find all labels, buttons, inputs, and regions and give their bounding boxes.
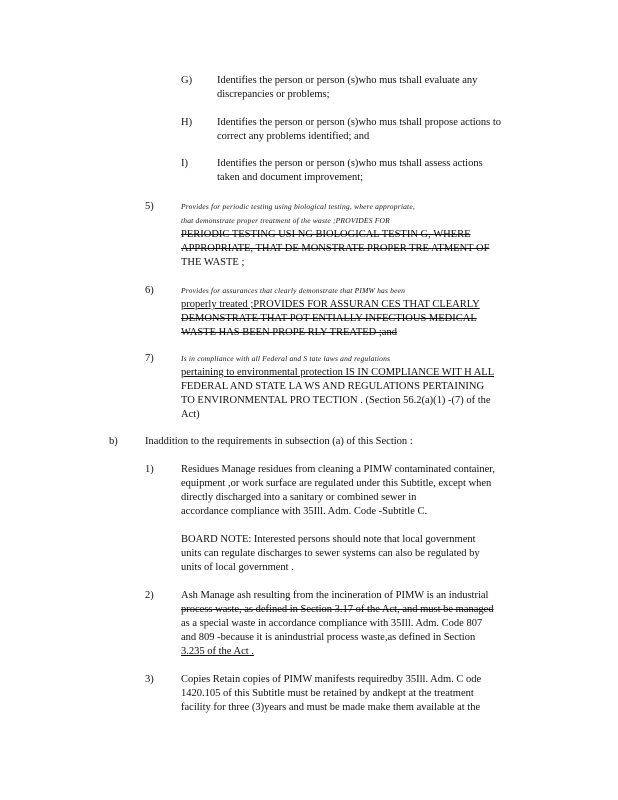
item-label-h: H) — [181, 117, 193, 128]
item-h-text — [217, 116, 537, 144]
item-b2-text — [181, 589, 537, 659]
item-7-line-3: FEDERAL AND STATE LA WS AND REGULATIONS PERTAINING — [181, 381, 485, 392]
item-5-line-3: PERIODIC TESTING USI NG BIOLOGICAL TESTIN G, WHERE — [181, 229, 471, 240]
item-label-b3: 3) — [145, 674, 154, 685]
board-note-line-3: units of local government . — [181, 562, 294, 573]
item-6-line-3: DEMONSTRATE THAT POT ENTIALLY INFECTIOUS MEDICAL — [181, 313, 477, 324]
item-5-line-2: that demonstrate proper treatment of the waste ;PROVIDES FOR — [181, 216, 390, 225]
item-g-line-1: Identifies the person or person (s)who mus tshall evaluate any — [217, 75, 478, 86]
item-label-i: I) — [181, 158, 188, 169]
item-7-text — [181, 352, 537, 422]
item-i-line-2: taken and document improvement; — [217, 172, 364, 183]
item-b1-text — [181, 463, 537, 519]
item-b2-line-2: process waste, as defined in Section 3.17 of the Act, and must be managed — [181, 604, 494, 615]
board-note — [181, 533, 537, 575]
item-h-line-2: correct any problems identified; and — [217, 131, 370, 142]
item-b1-line-3: directly discharged into a sanitary or combined sewer in — [181, 492, 417, 503]
item-6-line-2: properly treated ;PROVIDES FOR ASSURAN CES THAT CLEARLY — [181, 299, 480, 310]
board-note-line-2: units can regulate discharges to sewer systems can also be regulated by — [181, 548, 480, 559]
item-i-line-1: Identifies the person or person (s)who mus tshall assess actions — [217, 158, 483, 169]
item-b2-line-5: 3.235 of the Act . — [181, 646, 254, 657]
item-b2-line-4: and 809 -because it is anindustrial process waste,as defined in Section — [181, 632, 476, 643]
item-b2-line-1: Ash Manage ash resulting from the incineration of PIMW is an industrial — [181, 590, 489, 601]
item-6-text — [181, 284, 537, 340]
item-b1-line-2: equipment ,or work surface are regulated under this Subtitle, except when — [181, 478, 492, 489]
item-i-text — [217, 157, 537, 185]
item-7-line-1: Is in compliance with all Federal and S tate laws and regulations — [181, 354, 391, 363]
item-label-6: 6) — [145, 285, 154, 296]
item-6-line-1: Provides for assurances that clearly demonstrate that PIMW has been — [181, 286, 406, 295]
section-b-intro: Inaddition to the requirements in subsection (a) of this Section : — [145, 436, 413, 447]
item-7-line-5: Act) — [181, 409, 200, 420]
item-5-line-5: THE WASTE ; — [181, 257, 245, 268]
item-b3-line-2: 1420.105 of this Subtitle must be retained by andkept at the treatment — [181, 688, 474, 699]
item-label-7: 7) — [145, 353, 154, 364]
item-b1-line-4: accordance compliance with 35Ill. Adm. Code -Subtitle C. — [181, 506, 428, 517]
item-6-line-4: WASTE HAS BEEN PROPE RLY TREATED ;and — [181, 327, 397, 338]
item-h-line-1: Identifies the person or person (s)who mus tshall propose actions to — [217, 117, 502, 128]
item-g-line-2: discrepancies or problems; — [217, 89, 330, 100]
item-label-b2: 2) — [145, 590, 154, 601]
section-label-b: b) — [109, 436, 118, 447]
item-b3-line-3: facility for three (3)years and must be made make them available at the — [181, 702, 481, 713]
item-label-g: G) — [181, 75, 193, 86]
item-7-line-2: pertaining to environmental protection IS IN COMPLIANCE WIT H ALL — [181, 367, 495, 378]
item-5-text — [181, 200, 537, 270]
item-b3-text — [181, 673, 537, 715]
board-note-line-1: BOARD NOTE: Interested persons should note that local government — [181, 534, 476, 545]
item-label-5: 5) — [145, 201, 154, 212]
item-b2-line-3: as a special waste in accordance compliance with 35Ill. Adm. Code 807 — [181, 618, 483, 629]
item-5-line-4: APPROPRIATE, THAT DE MONSTRATE PROPER TRE ATMENT OF — [181, 243, 490, 254]
item-label-b1: 1) — [145, 464, 154, 475]
item-5-line-1: Provides for periodic testing using biological testing, where appropriate, — [181, 202, 415, 211]
item-b3-line-1: Copies Retain copies of PIMW manifests requiredby 35Ill. Adm. C ode — [181, 674, 482, 685]
item-b1-line-1: Residues Manage residues from cleaning a PIMW contaminated container, — [181, 464, 495, 475]
item-7-line-4: TO ENVIRONMENTAL PRO TECTION . (Section 56.2(a)(1) -(7) of the — [181, 395, 491, 406]
item-g-text — [217, 74, 537, 102]
